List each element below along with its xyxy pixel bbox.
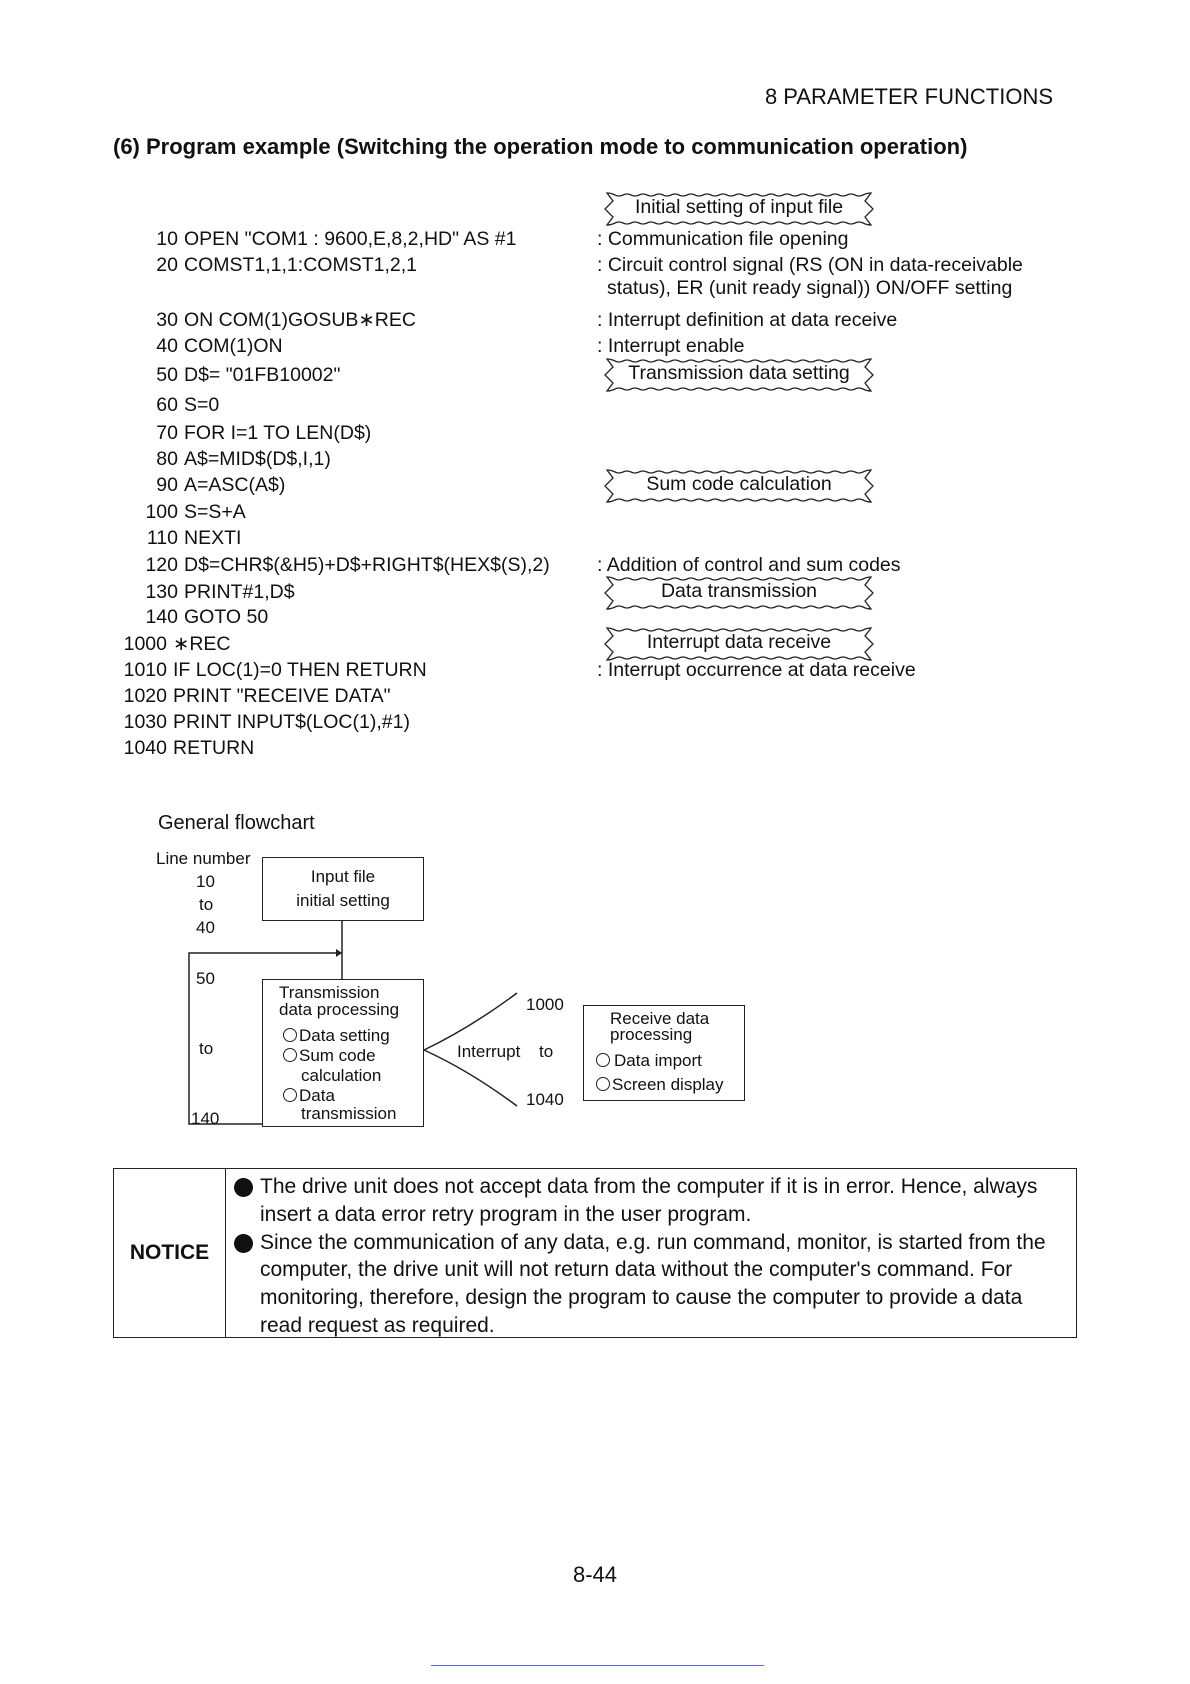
transmission-processing-box: Transmission data processing Data setting Sum code calculation Data transmission <box>262 979 424 1127</box>
page-header: 8 PARAMETER FUNCTIONS <box>764 84 1053 109</box>
program-line: 10 OPEN "COM1 : 9600,E,8,2,HD" AS #1 <box>156 228 517 250</box>
program-line: 30 ON COM(1)GOSUB∗REC <box>156 309 416 331</box>
list-item: Data import <box>596 1051 702 1070</box>
program-line: 50 D$= "01FB10002" <box>156 364 341 386</box>
notice-box <box>113 1168 1077 1338</box>
tag-transmission-data-setting: Transmission data setting <box>601 357 877 393</box>
program-line: 40 COM(1)ON <box>156 335 283 357</box>
program-line: 70 FOR I=1 TO LEN(D$) <box>156 422 372 444</box>
circle-icon <box>283 1028 297 1042</box>
tag-interrupt-data-receive: Interrupt data receive <box>601 626 877 662</box>
line-number-to: to <box>199 1039 214 1058</box>
program-line: 1010 IF LOC(1)=0 THEN RETURN <box>123 659 427 681</box>
program-line: 80 A$=MID$(D$,I,1) <box>156 448 331 470</box>
notice-body <box>232 1173 1070 1340</box>
receive-processing-box: Receive data processing Data import Screen display <box>583 1005 745 1101</box>
program-line: 1040 RETURN <box>123 737 255 759</box>
notice-item: Since the communication of any data, e.g. run command, monitor, is started from the computer, the drive unit will not return data without the computer's command. For monitoring, therefore, design the program to cause the computer to provide a data read request as required. <box>232 1229 1070 1340</box>
line-number: 40 <box>196 918 215 937</box>
input-file-box: Input file initial setting <box>262 857 424 921</box>
line-number: 140 <box>191 1109 220 1128</box>
program-line: 1000 ∗REC <box>123 633 231 655</box>
notice-label: NOTICE <box>114 1169 226 1337</box>
footer-rule <box>431 1665 764 1666</box>
interrupt-start-line: 1000 <box>526 995 564 1014</box>
circle-icon <box>596 1053 610 1067</box>
program-line: 140 GOTO 50 <box>145 606 269 628</box>
flowchart-title: General flowchart <box>158 812 315 834</box>
line-number-to: to <box>199 895 214 914</box>
tag-initial-setting: Initial setting of input file <box>601 191 877 227</box>
interrupt-end-line: 1040 <box>526 1090 564 1109</box>
program-line: 60 S=0 <box>156 394 220 416</box>
circle-icon <box>596 1077 610 1091</box>
list-item: Screen display <box>596 1075 724 1094</box>
circle-icon <box>283 1048 297 1062</box>
section-title: (6) Program example (Switching the operation mode to communication operation) <box>113 134 968 159</box>
interrupt-label: Interrupt <box>457 1042 521 1061</box>
program-line: 1020 PRINT "RECEIVE DATA" <box>123 685 391 707</box>
bullet-icon <box>234 1178 253 1197</box>
list-item: Sum code <box>283 1046 376 1065</box>
comment-line: : Interrupt occurrence at data receive <box>597 659 916 681</box>
list-item: Data setting <box>283 1026 390 1045</box>
comment-line: : Communication file opening <box>597 228 849 250</box>
comment-line: : Circuit control signal (RS (ON in data-receivable <box>597 254 1023 276</box>
list-item: Data <box>283 1086 335 1105</box>
program-line: 120 D$=CHR$(&H5)+D$+RIGHT$(HEX$(S),2) <box>145 554 550 576</box>
comment-line: : Addition of control and sum codes <box>597 554 901 576</box>
line-number-label: Line number <box>156 849 251 868</box>
bullet-icon <box>234 1234 253 1253</box>
interrupt-to: to <box>539 1042 554 1061</box>
circle-icon <box>283 1088 297 1102</box>
program-line: 20 COMST1,1,1:COMST1,2,1 <box>156 254 417 276</box>
page-number: 8-44 <box>572 1562 618 1587</box>
comment-line: : Interrupt enable <box>597 335 745 357</box>
program-line: 1030 PRINT INPUT$(LOC(1),#1) <box>123 711 410 733</box>
tag-data-transmission: Data transmission <box>601 575 877 611</box>
program-line: 110 NEXTI <box>146 527 242 549</box>
line-number: 10 <box>196 872 215 891</box>
comment-line: : Interrupt definition at data receive <box>597 309 898 331</box>
line-number: 50 <box>196 969 215 988</box>
comment-line: status), ER (unit ready signal)) ON/OFF setting <box>607 277 1013 299</box>
tag-sum-code-calculation: Sum code calculation <box>601 468 877 504</box>
notice-item: The drive unit does not accept data from the computer if it is in error. Hence, always insert a data error retry program in the user program. <box>232 1173 1070 1229</box>
program-line: 90 A=ASC(A$) <box>156 474 286 496</box>
program-line: 100 S=S+A <box>145 501 246 523</box>
program-line: 130 PRINT#1,D$ <box>145 581 295 603</box>
